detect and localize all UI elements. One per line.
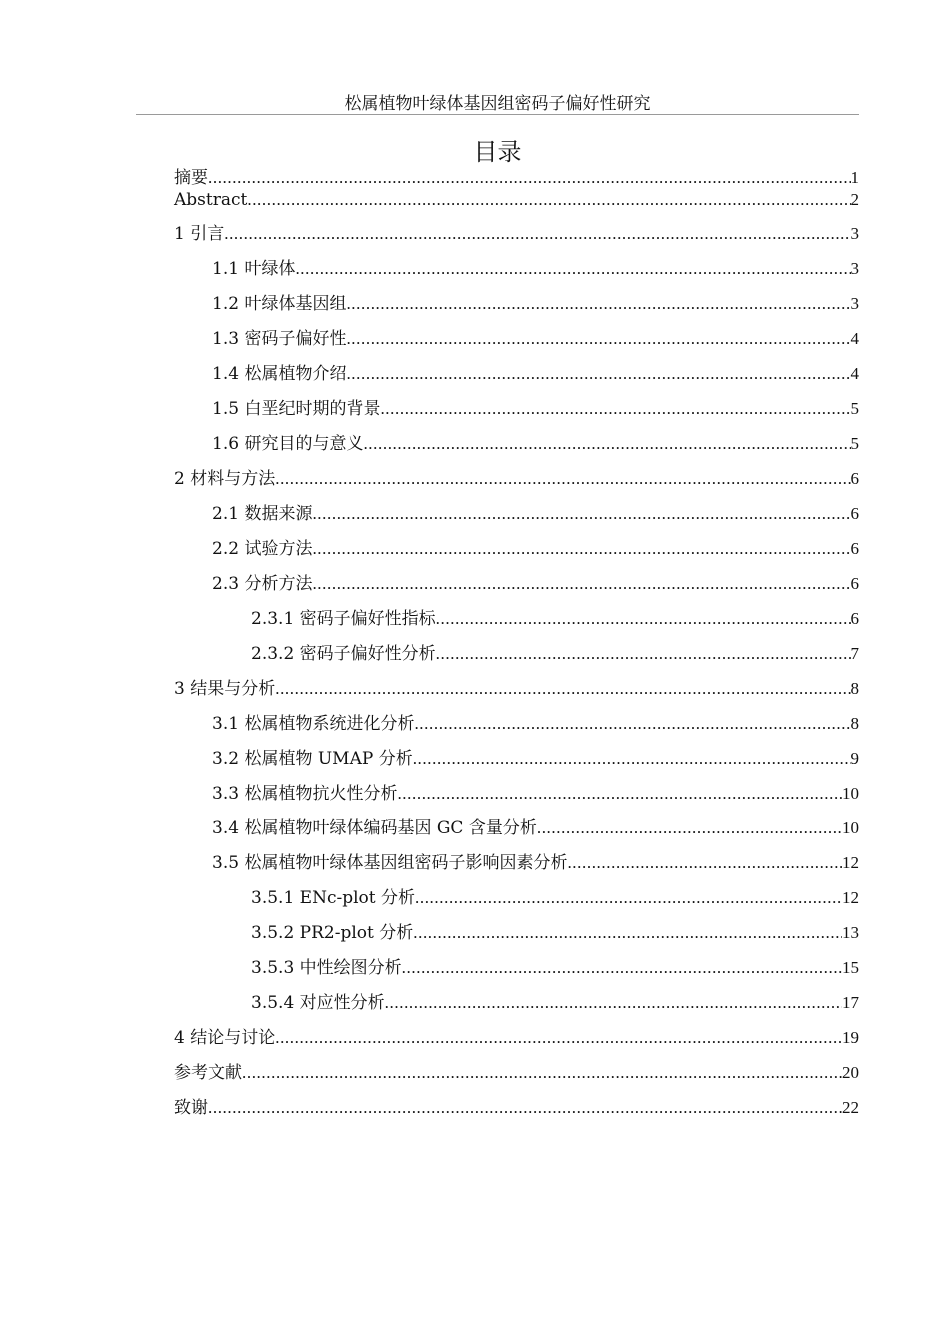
- toc-dot-leader: [275, 468, 850, 490]
- toc-entry-3-4[interactable]: [212, 817, 859, 839]
- toc-dot-leader: [413, 922, 842, 944]
- toc-entry-label: 3.5.3 中性绘图分析: [251, 958, 402, 978]
- toc-entry-label: 1.3 密码子偏好性: [212, 329, 347, 349]
- toc-dot-leader: [436, 643, 851, 665]
- toc-entry-1-2[interactable]: [212, 293, 859, 315]
- toc-entry-label: 2.3.1 密码子偏好性指标: [251, 609, 436, 629]
- toc-entry-3-5-2[interactable]: [251, 922, 859, 944]
- toc-dot-leader: [415, 887, 842, 909]
- toc-dot-leader: [346, 293, 850, 315]
- toc-entry-1-4[interactable]: [212, 363, 859, 385]
- toc-entry-label: 1.5 白垩纪时期的背景: [212, 399, 381, 419]
- toc-entry-label: 2 材料与方法: [174, 469, 276, 489]
- toc-entry-1[interactable]: [174, 223, 859, 245]
- toc-entry-label: 3 结果与分析: [174, 679, 276, 699]
- toc-entry-label: 1.2 叶绿体基因组: [212, 294, 347, 314]
- toc-page-number: 5: [850, 434, 859, 453]
- toc-dot-leader: [208, 167, 851, 189]
- toc-entry-label: 3.4 松属植物叶绿体编码基因 GC 含量分析: [212, 818, 537, 838]
- toc-entry-label: 3.5 松属植物叶绿体基因组密码子影响因素分析: [212, 853, 568, 873]
- toc-entry-label: 3.2 松属植物 UMAP 分析: [212, 749, 413, 769]
- toc-dot-leader: [312, 503, 850, 525]
- toc-entry-label: 2.3.2 密码子偏好性分析: [251, 644, 436, 664]
- toc-entry-2-3[interactable]: [212, 573, 859, 595]
- toc-dot-leader: [346, 328, 850, 350]
- toc-entry-label: 3.3 松属植物抗火性分析: [212, 784, 398, 804]
- toc-entry-3[interactable]: [174, 678, 859, 700]
- toc-page-number: 4: [850, 329, 859, 348]
- toc-page-number: 6: [850, 609, 859, 628]
- toc-dot-leader: [537, 817, 842, 839]
- toc-entry-label: 2.2 试验方法: [212, 539, 313, 559]
- toc-dot-leader: [295, 258, 850, 280]
- toc-dot-leader: [346, 363, 850, 385]
- toc-dot-leader: [397, 783, 842, 805]
- toc-page-number: 7: [850, 644, 859, 663]
- toc-page-number: 8: [850, 714, 859, 733]
- toc-page-number: 9: [850, 749, 859, 768]
- toc-entry-3-5-3[interactable]: [251, 957, 859, 979]
- toc-dot-leader: [224, 223, 850, 245]
- toc-dot-leader: [247, 189, 850, 211]
- toc-title: 目录: [473, 138, 522, 166]
- toc-page-number: 6: [850, 539, 859, 558]
- toc-dot-leader: [363, 433, 850, 455]
- toc-entry-label: 3.5.2 PR2-plot 分析: [251, 923, 414, 943]
- toc-entry-2-3-1[interactable]: [251, 608, 859, 630]
- toc-page-number: 8: [850, 679, 859, 698]
- toc-dot-leader: [385, 992, 842, 1014]
- toc-dot-leader: [436, 608, 851, 630]
- toc-entry-label: 3.1 松属植物系统进化分析: [212, 714, 415, 734]
- toc-page-number: 17: [842, 993, 859, 1012]
- toc-entry-label: 1.4 松属植物介绍: [212, 364, 347, 384]
- toc-dot-leader: [380, 398, 850, 420]
- toc-entry-1-5[interactable]: [212, 398, 859, 420]
- toc-entry-acknowledgements[interactable]: [174, 1097, 859, 1119]
- toc-dot-leader: [414, 713, 850, 735]
- toc-dot-leader: [413, 748, 851, 770]
- toc-entry-1-1[interactable]: [212, 258, 859, 280]
- toc-entry-references[interactable]: [174, 1062, 859, 1084]
- toc-entry-2[interactable]: [174, 468, 859, 490]
- toc-entry-abstract-cn[interactable]: [174, 167, 859, 189]
- toc-entry-1-6[interactable]: [212, 433, 859, 455]
- toc-dot-leader: [275, 678, 850, 700]
- toc-entry-4[interactable]: [174, 1027, 859, 1049]
- toc-entry-3-2[interactable]: [212, 748, 859, 770]
- toc-entry-3-1[interactable]: [212, 713, 859, 735]
- toc-entry-label: 1.1 叶绿体: [212, 259, 296, 279]
- toc-page-number: 20: [842, 1063, 859, 1082]
- toc-entry-3-5-1[interactable]: [251, 887, 859, 909]
- toc-page-number: 12: [842, 888, 859, 907]
- toc-entry-3-5-4[interactable]: [251, 992, 859, 1014]
- toc-entry-abstract-en[interactable]: [174, 189, 859, 211]
- toc-dot-leader: [312, 538, 850, 560]
- toc-page-number: 3: [850, 224, 859, 243]
- toc-entry-label: 参考文献: [174, 1063, 242, 1083]
- toc-dot-leader: [402, 957, 842, 979]
- toc-page-number: 10: [842, 818, 859, 837]
- toc-entry-label: 3.5.1 ENc-plot 分析: [251, 888, 415, 908]
- toc-entry-label: Abstract: [174, 190, 248, 210]
- toc-entry-label: 2.1 数据来源: [212, 504, 313, 524]
- toc-page-number: 3: [850, 294, 859, 313]
- toc-page-number: 10: [842, 784, 859, 803]
- toc-page-number: 4: [850, 364, 859, 383]
- toc-entry-label: 2.3 分析方法: [212, 574, 313, 594]
- toc-entry-3-3[interactable]: [212, 783, 859, 805]
- toc-page-number: 12: [842, 853, 859, 872]
- toc-entry-2-3-2[interactable]: [251, 643, 859, 665]
- toc-page-number: 5: [850, 399, 859, 418]
- toc-entry-2-2[interactable]: [212, 538, 859, 560]
- toc-page-number: 6: [850, 574, 859, 593]
- toc-dot-leader: [567, 852, 842, 874]
- toc-entry-1-3[interactable]: [212, 328, 859, 350]
- toc-page-number: 6: [850, 469, 859, 488]
- toc-page-number: 15: [842, 958, 859, 977]
- toc-entry-label: 1 引言: [174, 224, 225, 244]
- toc-entry-label: 致谢: [174, 1098, 208, 1118]
- toc-entry-label: 摘要: [174, 168, 208, 188]
- toc-page-number: 6: [850, 504, 859, 523]
- running-header: 松属植物叶绿体基因组密码子偏好性研究: [344, 94, 651, 114]
- toc-page-number: 13: [842, 923, 859, 942]
- toc-entry-2-1[interactable]: [212, 503, 859, 525]
- toc-page-number: 2: [850, 190, 859, 209]
- toc-dot-leader: [275, 1027, 842, 1049]
- toc-page-number: 19: [842, 1028, 859, 1047]
- toc-dot-leader: [242, 1062, 842, 1084]
- toc-page-number: 22: [842, 1098, 859, 1117]
- toc-dot-leader: [312, 573, 850, 595]
- toc-dot-leader: [208, 1097, 842, 1119]
- toc-page-number: 3: [850, 259, 859, 278]
- toc-entry-label: 4 结论与讨论: [174, 1028, 276, 1048]
- toc-entry-3-5[interactable]: [212, 852, 859, 874]
- toc-entry-label: 3.5.4 对应性分析: [251, 993, 385, 1013]
- toc-entry-label: 1.6 研究目的与意义: [212, 434, 364, 454]
- toc-page-number: 1: [850, 168, 859, 187]
